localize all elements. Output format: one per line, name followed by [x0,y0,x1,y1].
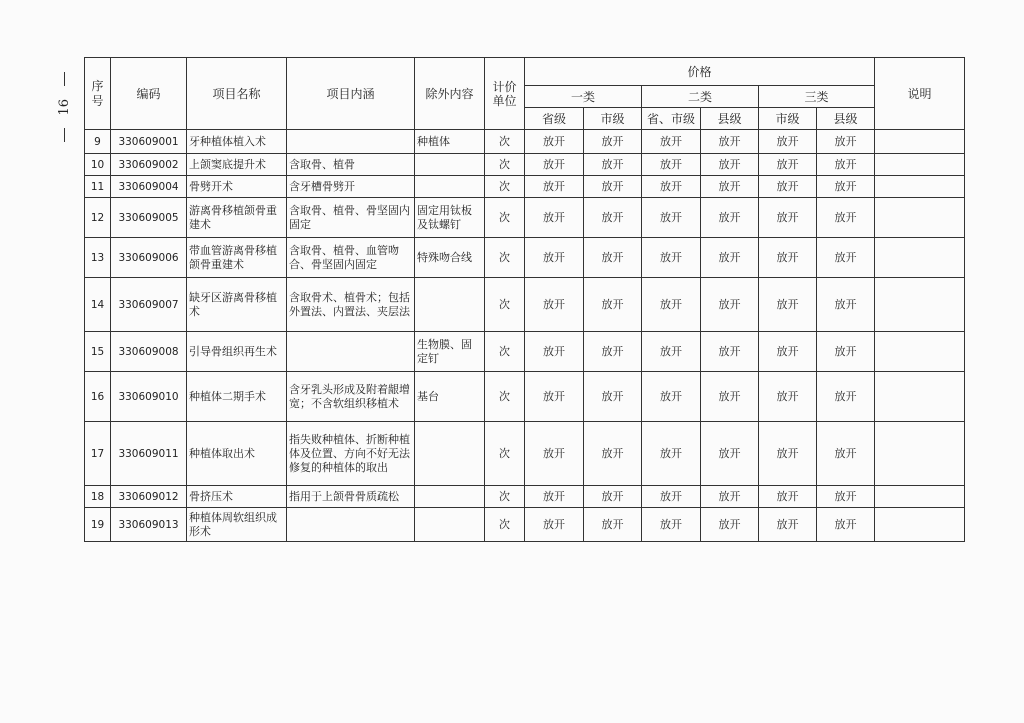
row-price-cell: 放开 [817,176,875,198]
row-content [287,130,415,154]
row-note [875,278,965,332]
row-price-cell: 放开 [642,130,701,154]
row-note [875,486,965,508]
row-content [287,332,415,372]
row-seq: 14 [85,278,111,332]
row-excluded [415,278,485,332]
row-note [875,332,965,372]
row-price-cell: 放开 [584,508,642,542]
row-price-cell: 放开 [584,332,642,372]
table-row [85,508,965,542]
table-row [85,332,965,372]
row-price-cell: 放开 [642,198,701,238]
row-excluded [415,176,485,198]
row-price-cell: 放开 [817,238,875,278]
row-content: 含取骨、植骨、血管吻合、骨坚固内固定 [287,238,415,278]
row-name: 种植体二期手术 [187,372,287,422]
row-code: 330609010 [111,372,187,422]
row-name: 骨劈开术 [187,176,287,198]
row-code: 330609007 [111,278,187,332]
row-price-cell: 放开 [525,422,584,486]
row-note [875,198,965,238]
row-price-cell: 放开 [759,332,817,372]
row-price-cell: 放开 [584,198,642,238]
row-price-cell: 放开 [759,176,817,198]
row-price-cell: 放开 [701,332,759,372]
row-price-cell: 放开 [759,130,817,154]
row-content [287,508,415,542]
row-price-cell: 放开 [642,486,701,508]
row-code: 330609002 [111,154,187,176]
row-note [875,422,965,486]
row-price-cell: 放开 [642,422,701,486]
row-unit: 次 [485,486,525,508]
header-seq: 序号 [85,58,111,130]
header-content: 项目内涵 [287,58,415,130]
row-content: 含牙槽骨劈开 [287,176,415,198]
row-note [875,154,965,176]
row-seq: 16 [85,372,111,422]
header-sub-provincial-city: 省、市级 [642,108,701,130]
header-class1: 一类 [525,86,642,108]
row-unit: 次 [485,176,525,198]
header-sub-city-2: 市级 [759,108,817,130]
row-note [875,130,965,154]
row-unit: 次 [485,278,525,332]
row-price-cell: 放开 [701,486,759,508]
row-name: 种植体取出术 [187,422,287,486]
table-row [85,130,965,154]
row-seq: 10 [85,154,111,176]
row-excluded: 种植体 [415,130,485,154]
row-code: 330609012 [111,486,187,508]
row-price-cell: 放开 [525,238,584,278]
row-price-cell: 放开 [584,130,642,154]
header-excluded: 除外内容 [415,58,485,130]
row-seq: 19 [85,508,111,542]
row-price-cell: 放开 [817,278,875,332]
page-number-dash-bottom [64,128,65,142]
row-unit: 次 [485,422,525,486]
row-code: 330609011 [111,422,187,486]
row-price-cell: 放开 [701,238,759,278]
row-price-cell: 放开 [642,332,701,372]
row-price-cell: 放开 [759,508,817,542]
row-excluded [415,422,485,486]
header-unit: 计价单位 [485,58,525,130]
row-note [875,176,965,198]
row-excluded: 基台 [415,372,485,422]
row-price-cell: 放开 [817,130,875,154]
row-excluded: 固定用钛板及钛螺钉 [415,198,485,238]
row-content: 含取骨、植骨、骨坚固内固定 [287,198,415,238]
row-price-cell: 放开 [642,508,701,542]
row-excluded: 生物膜、固定钉 [415,332,485,372]
row-content: 指用于上颌骨骨质疏松 [287,486,415,508]
row-price-cell: 放开 [525,130,584,154]
header-sub-city: 市级 [584,108,642,130]
header-price: 价格 [525,58,875,86]
row-price-cell: 放开 [701,154,759,176]
row-name: 种植体周软组织成形术 [187,508,287,542]
row-price-cell: 放开 [701,198,759,238]
row-price-cell: 放开 [759,278,817,332]
row-price-cell: 放开 [525,198,584,238]
row-code: 330609008 [111,332,187,372]
table-row [85,198,965,238]
header-note: 说明 [875,58,965,130]
row-seq: 17 [85,422,111,486]
row-price-cell: 放开 [525,154,584,176]
row-price-cell: 放开 [701,422,759,486]
row-price-cell: 放开 [817,508,875,542]
row-note [875,238,965,278]
row-price-cell: 放开 [584,372,642,422]
row-unit: 次 [485,238,525,278]
table-row [85,278,965,332]
row-price-cell: 放开 [759,372,817,422]
row-price-cell: 放开 [817,198,875,238]
row-seq: 11 [85,176,111,198]
row-unit: 次 [485,508,525,542]
row-price-cell: 放开 [642,154,701,176]
row-price-cell: 放开 [584,176,642,198]
row-price-cell: 放开 [525,278,584,332]
table-header [85,58,965,130]
row-price-cell: 放开 [759,238,817,278]
header-code: 编码 [111,58,187,130]
page-number-value: 16 [56,98,72,116]
row-price-cell: 放开 [642,372,701,422]
row-code: 330609004 [111,176,187,198]
table-row [85,422,965,486]
row-excluded [415,154,485,176]
row-price-cell: 放开 [525,372,584,422]
row-price-cell: 放开 [701,372,759,422]
row-excluded: 特殊吻合线 [415,238,485,278]
row-price-cell: 放开 [584,238,642,278]
table-row [85,154,965,176]
table-row [85,372,965,422]
row-seq: 15 [85,332,111,372]
row-price-cell: 放开 [584,422,642,486]
row-price-cell: 放开 [817,486,875,508]
header-name: 项目名称 [187,58,287,130]
row-name: 引导骨组织再生术 [187,332,287,372]
row-content: 含牙乳头形成及附着龈增宽；不含软组织移植术 [287,372,415,422]
row-unit: 次 [485,198,525,238]
row-code: 330609001 [111,130,187,154]
row-seq: 13 [85,238,111,278]
price-table-container [84,57,964,542]
row-name: 上颌窦底提升术 [187,154,287,176]
row-unit: 次 [485,372,525,422]
row-price-cell: 放开 [759,154,817,176]
row-price-cell: 放开 [701,508,759,542]
table-row [85,486,965,508]
row-price-cell: 放开 [584,278,642,332]
row-price-cell: 放开 [525,176,584,198]
row-content: 指失败种植体、折断种植体及位置、方向不好无法修复的种植体的取出 [287,422,415,486]
row-seq: 18 [85,486,111,508]
row-price-cell: 放开 [584,154,642,176]
row-name: 骨挤压术 [187,486,287,508]
row-price-cell: 放开 [642,176,701,198]
row-content: 含取骨、植骨 [287,154,415,176]
row-code: 330609013 [111,508,187,542]
row-excluded [415,486,485,508]
header-sub-provincial: 省级 [525,108,584,130]
header-sub-county: 县级 [701,108,759,130]
row-note [875,372,965,422]
row-price-cell: 放开 [759,198,817,238]
page-number-dash-top [64,72,65,86]
table-row [85,238,965,278]
row-price-cell: 放开 [701,130,759,154]
row-note [875,508,965,542]
row-unit: 次 [485,154,525,176]
row-price-cell: 放开 [525,486,584,508]
header-sub-county-2: 县级 [817,108,875,130]
row-name: 牙种植体植入术 [187,130,287,154]
price-table [84,57,965,542]
row-seq: 12 [85,198,111,238]
row-unit: 次 [485,130,525,154]
header-class3: 三类 [759,86,875,108]
row-price-cell: 放开 [642,238,701,278]
table-body [85,130,965,542]
row-price-cell: 放开 [701,176,759,198]
row-price-cell: 放开 [584,486,642,508]
row-code: 330609006 [111,238,187,278]
row-price-cell: 放开 [701,278,759,332]
row-price-cell: 放开 [817,154,875,176]
row-price-cell: 放开 [525,508,584,542]
row-excluded [415,508,485,542]
row-price-cell: 放开 [759,422,817,486]
row-price-cell: 放开 [817,332,875,372]
row-name: 带血管游离骨移植颌骨重建术 [187,238,287,278]
row-price-cell: 放开 [525,332,584,372]
row-code: 330609005 [111,198,187,238]
row-name: 游离骨移植颌骨重建术 [187,198,287,238]
row-name: 缺牙区游离骨移植术 [187,278,287,332]
row-price-cell: 放开 [642,278,701,332]
header-class2: 二类 [642,86,759,108]
page-number [52,72,76,142]
row-price-cell: 放开 [817,422,875,486]
row-seq: 9 [85,130,111,154]
row-price-cell: 放开 [817,372,875,422]
row-unit: 次 [485,332,525,372]
table-row [85,176,965,198]
row-content: 含取骨术、植骨术；包括外置法、内置法、夹层法 [287,278,415,332]
row-price-cell: 放开 [759,486,817,508]
